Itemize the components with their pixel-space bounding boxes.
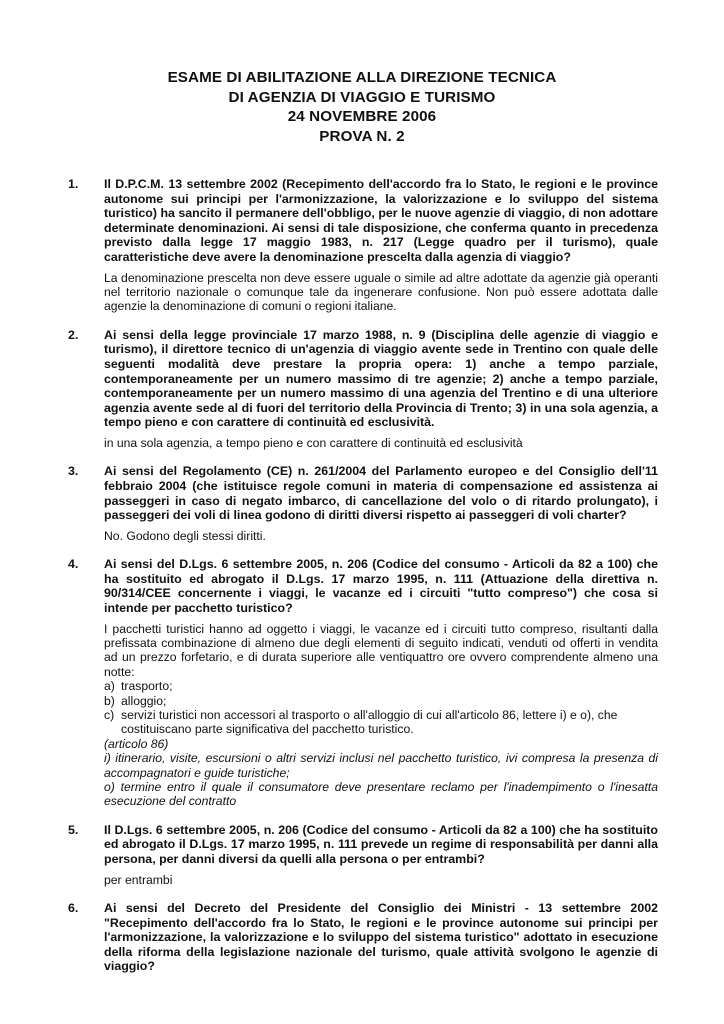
answer-text: I pacchetti turistici hanno ad oggetto i viaggi, le vacanze ed i circuiti tutto compreso, risultanti dalla prefissata combinazione di almeno due degli elementi di seguito indicati, venduti od offerti in vendita ad un prezzo forfetario, e di durata superiore alle ventiquattro ore ovvero comprendente almeno una notte: — [104, 621, 658, 679]
answer-block — [104, 436, 658, 450]
answer-block — [104, 873, 658, 887]
answer-text: La denominazione prescelta non deve essere uguale o simile ad altre adottate da agenzie già operanti nel territorio nazionale o comunque tale da ingenerare confusione. Non può essere adottata dalle agenzie la denominazione di comuni o regioni italiane. — [104, 270, 658, 314]
answer-list-item — [104, 708, 658, 737]
question-item — [68, 901, 658, 974]
list-item-label: a) — [104, 679, 115, 694]
question-item — [68, 328, 658, 451]
question-list — [68, 177, 658, 988]
answer-block — [104, 271, 658, 314]
answer-list-item — [104, 694, 658, 708]
answer-block — [104, 529, 658, 543]
list-item-text: servizi turistici non accessori al trasporto o all'alloggio di cui all'articolo 86, lettere i) e o), che costituiscano parte significativa del pacchetto turistico. — [121, 707, 618, 737]
question-item — [68, 464, 658, 543]
answer-block — [104, 622, 658, 809]
header-line-1: ESAME DI ABILITAZIONE ALLA DIREZIONE TECNICA — [167, 69, 557, 86]
question-number: 5. — [68, 822, 79, 837]
answer-text: No. Godono degli stessi diritti. — [104, 528, 266, 543]
header-line-2: DI AGENZIA DI VIAGGIO E TURISMO — [228, 88, 496, 106]
question-number: 3. — [68, 464, 79, 479]
header-line-3: 24 NOVEMBRE 2006 — [287, 108, 437, 125]
list-item-text: alloggio; — [121, 693, 167, 708]
list-item-label: c) — [104, 707, 115, 722]
question-text: Il D.P.C.M. 13 settembre 2002 (Recepimento dell'accordo fra lo Stato, le regioni e le province autonome sui principi per l'armonizzazione, la valorizzazione e lo sviluppo del sistema turistico) ha sancito il permanere dell'obbligo, per le nuove agenzie di viaggio, di non adottare determinate denominazioni. Ai sensi di tale disposizione, che conferma quanto in precedenza previsto dalla legge 17 maggio 1983, n. 217 (Legge quadro per il turismo), quale caratteristiche deve avere la denominazione prescelta dalla agenzia di viaggio? — [104, 177, 658, 264]
header-line-4: PROVA N. 2 — [319, 127, 405, 145]
question-item — [68, 557, 658, 809]
document-header — [0, 68, 724, 146]
question-number: 6. — [68, 900, 79, 915]
question-number: 4. — [68, 557, 79, 572]
answer-list-item — [104, 679, 658, 693]
question-text: Ai sensi del Regolamento (CE) n. 261/2004 del Parlamento europeo e del Consiglio dell'11 febbraio 2004 (che istituisce regole comuni in materia di compensazione ed assistenza ai passeggeri in caso di negato imbarco, di cancellazione del volo o di ritardo prolungato), i passeggeri dei voli di linea godono di diritti diversi rispetto ai passeggeri di voli charter? — [104, 464, 658, 523]
answer-text: in una sola agenzia, a tempo pieno e con carattere di continuità ed esclusività — [104, 435, 523, 450]
question-number: 2. — [68, 327, 79, 342]
note-text: o) termine entro il quale il consumatore deve presentare reclamo per l'inadempimento o l'inesatta esecuzione del contratto — [104, 779, 658, 809]
question-text: Il D.Lgs. 6 settembre 2005, n. 206 (Codice del consumo - Articoli da 82 a 100) che ha sostituito ed abrogato il D.Lgs. 17 marzo 1995, n. 111 prevede un regime di responsabilità per danni alla persona, per danni diversi da quelli alla persona o per entrambi? — [104, 822, 658, 866]
question-item — [68, 823, 658, 887]
question-text: Ai sensi del Decreto del Presidente del Consiglio dei Ministri - 13 settembre 2002 "Recepimento dell'accordo fra lo Stato, le regioni e le province autonome sui principi per l'armonizzazione, la valorizzazione e lo sviluppo del sistema turistico" adottato in esecuzione della riforma della legislazione nazionale del turismo, quale attività svolgono le agenzie di viaggio? — [104, 900, 658, 974]
question-item — [68, 177, 658, 314]
answer-text: per entrambi — [104, 872, 173, 887]
list-item-label: b) — [104, 693, 115, 708]
question-number: 1. — [68, 177, 79, 191]
note-text: (articolo 86) — [104, 736, 169, 751]
note-text: i) itinerario, visite, escursioni o altri servizi inclusi nel pacchetto turistico, ivi compresa la presenza di accompagnatori e guide turistiche; — [104, 751, 658, 780]
question-text: Ai sensi del D.Lgs. 6 settembre 2005, n. 206 (Codice del consumo - Articoli da 82 a 100) che ha sostituito ed abrogato il D.Lgs. 17 marzo 1995, n. 111 (Attuazione della direttiva n. 90/314/CEE concernente i viaggi, le vacanze ed i circuiti "tutto compreso") che cosa si intende per pacchetto turistico? — [104, 557, 658, 615]
list-item-text: trasporto; — [121, 679, 173, 694]
question-text: Ai sensi della legge provinciale 17 marzo 1988, n. 9 (Disciplina delle agenzie di viaggio e turismo), il direttore tecnico di un'agenzia di viaggio avente sede in Trentino con quale delle seguenti modalità deve prestare la propria opera: 1) anche a tempo parziale, contemporaneamente per un numero massimo di tre agenzie; 2) anche a tempo parziale, contemporaneamente per un numero massimo di una agenzia del Trentino e di una ulteriore agenzia avente sede al di fuori del territorio della Provincia di Trento; 3) in una sola agenzia, a tempo pieno e con carattere di continuità ed esclusività. — [104, 327, 658, 430]
